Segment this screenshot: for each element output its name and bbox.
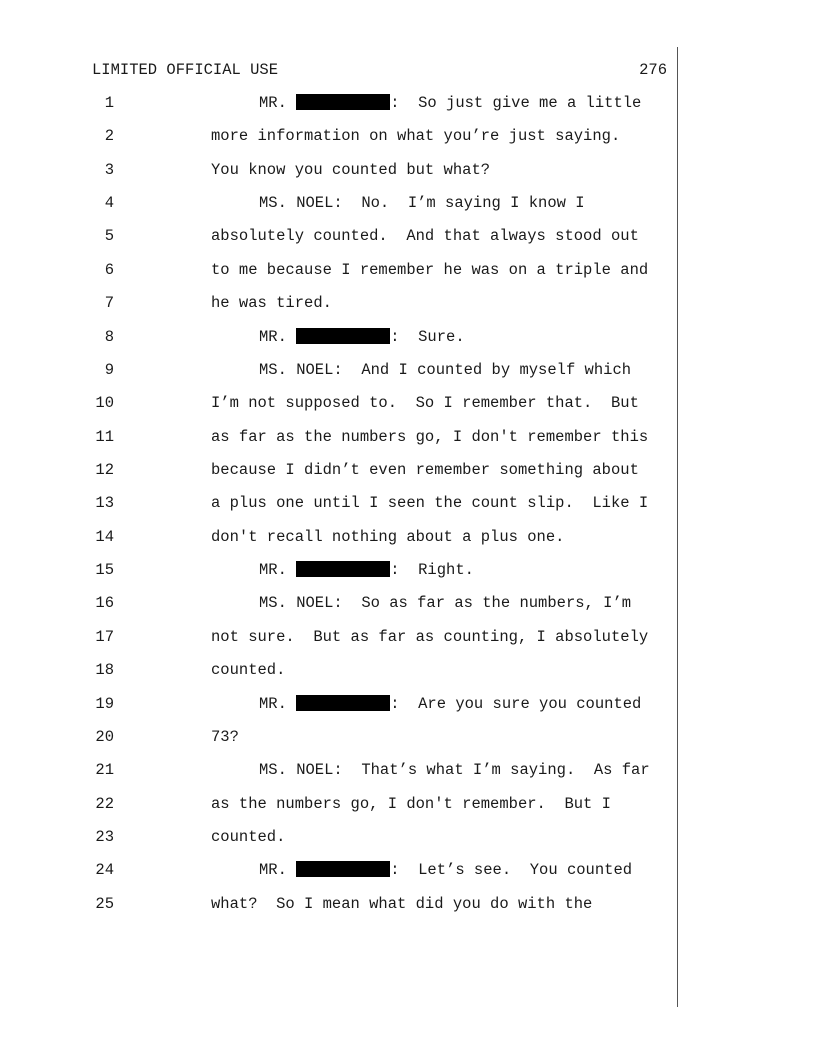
page-number: 276 bbox=[639, 61, 667, 79]
line-text bbox=[211, 528, 564, 546]
line-number: 12 bbox=[95, 461, 114, 479]
line-content: to me because I remember he was on a triple and bbox=[211, 260, 649, 279]
speaker-prefix: MR. bbox=[259, 861, 297, 880]
line-text bbox=[211, 661, 285, 679]
line-text bbox=[259, 695, 641, 713]
line-text bbox=[211, 127, 620, 145]
transcript-line bbox=[0, 828, 680, 848]
line-content: counted. bbox=[211, 827, 286, 846]
line-number: 1 bbox=[104, 94, 114, 112]
line-text bbox=[259, 328, 465, 346]
transcript-line bbox=[0, 761, 680, 781]
line-content: : Let’s see. You counted bbox=[390, 861, 633, 880]
line-content: : Are you sure you counted bbox=[390, 694, 642, 713]
transcript-line bbox=[0, 394, 680, 414]
transcript-line bbox=[0, 494, 680, 514]
redaction-box bbox=[296, 561, 390, 577]
line-number: 8 bbox=[104, 327, 114, 346]
redaction-box bbox=[296, 328, 390, 344]
redaction-box bbox=[296, 861, 390, 877]
line-text bbox=[259, 594, 631, 612]
line-number: 10 bbox=[95, 394, 114, 413]
line-number: 9 bbox=[104, 360, 114, 379]
classification-header: LIMITED OFFICIAL USE bbox=[92, 61, 279, 79]
transcript-line bbox=[0, 561, 680, 581]
line-number: 21 bbox=[95, 761, 114, 780]
line-text bbox=[211, 895, 592, 913]
transcript-line bbox=[0, 861, 680, 881]
speaker-prefix: MR. bbox=[259, 694, 297, 713]
line-text bbox=[211, 461, 639, 479]
transcript-line bbox=[0, 528, 680, 548]
line-number: 16 bbox=[95, 594, 114, 613]
line-content: absolutely counted. And that always stood out bbox=[211, 227, 639, 246]
line-content: : Sure. bbox=[390, 327, 465, 346]
transcript-line bbox=[0, 795, 680, 815]
transcript-line bbox=[0, 294, 680, 314]
line-number: 2 bbox=[104, 127, 114, 146]
line-content: as far as the numbers go, I don't remember this bbox=[211, 427, 649, 446]
line-text bbox=[211, 795, 611, 813]
transcript-line bbox=[0, 361, 680, 381]
line-text bbox=[211, 161, 490, 179]
line-text bbox=[259, 194, 585, 212]
transcript-line bbox=[0, 261, 680, 281]
line-number: 11 bbox=[95, 427, 114, 446]
line-content: : Right. bbox=[390, 561, 474, 579]
line-text bbox=[211, 494, 648, 512]
line-content: MS. NOEL: That’s what I’m saying. As far bbox=[259, 761, 650, 780]
line-text bbox=[211, 294, 332, 312]
line-content: MS. NOEL: And I counted by myself which bbox=[259, 360, 632, 379]
transcript-line bbox=[0, 161, 680, 181]
line-number: 7 bbox=[104, 294, 114, 313]
line-number: 13 bbox=[95, 494, 114, 513]
redaction-box bbox=[296, 695, 390, 711]
line-content: : So just give me a little bbox=[390, 94, 642, 112]
transcript-line bbox=[0, 428, 680, 448]
line-content: a plus one until I seen the count slip. Like I bbox=[211, 494, 649, 513]
transcript-line bbox=[0, 594, 680, 614]
line-number: 15 bbox=[95, 561, 114, 579]
speaker-prefix: MR. bbox=[259, 94, 297, 112]
line-number: 6 bbox=[104, 260, 114, 279]
transcript-line bbox=[0, 127, 680, 147]
line-text bbox=[259, 761, 650, 779]
line-number: 19 bbox=[95, 694, 114, 713]
line-text bbox=[259, 361, 631, 379]
speaker-prefix: MR. bbox=[259, 327, 297, 346]
transcript-line bbox=[0, 728, 680, 748]
line-number: 18 bbox=[95, 661, 114, 680]
line-number: 20 bbox=[95, 727, 114, 746]
line-number: 22 bbox=[95, 794, 114, 813]
line-number: 23 bbox=[95, 827, 114, 846]
line-text bbox=[259, 94, 641, 112]
transcript-line bbox=[0, 94, 680, 114]
line-text bbox=[211, 394, 639, 412]
line-text bbox=[211, 728, 239, 746]
line-content: 73? bbox=[211, 727, 239, 746]
line-content: what? So I mean what did you do with the bbox=[211, 894, 593, 913]
redaction-box bbox=[296, 94, 390, 110]
line-text bbox=[211, 227, 639, 245]
line-number: 5 bbox=[104, 227, 114, 246]
line-number: 25 bbox=[95, 894, 114, 913]
line-content: You know you counted but what? bbox=[211, 160, 491, 179]
line-content: because I didn’t even remember something about bbox=[211, 461, 639, 479]
transcript-line bbox=[0, 461, 680, 481]
line-content: I’m not supposed to. So I remember that. But bbox=[211, 394, 639, 413]
transcript-line bbox=[0, 695, 680, 715]
line-number: 3 bbox=[104, 160, 114, 179]
transcript-line bbox=[0, 661, 680, 681]
line-text bbox=[211, 828, 285, 846]
line-content: not sure. But as far as counting, I absolutely bbox=[211, 627, 649, 646]
line-text bbox=[211, 428, 648, 446]
transcript-line bbox=[0, 227, 680, 247]
line-content: MS. NOEL: So as far as the numbers, I’m bbox=[259, 594, 632, 613]
line-content: counted. bbox=[211, 661, 286, 680]
line-text bbox=[211, 628, 648, 646]
line-number: 4 bbox=[104, 194, 114, 213]
line-content: as the numbers go, I don't remember. But I bbox=[211, 794, 611, 813]
transcript-line bbox=[0, 895, 680, 915]
line-number: 14 bbox=[95, 527, 114, 546]
line-content: don't recall nothing about a plus one. bbox=[211, 527, 565, 546]
line-number: 24 bbox=[95, 861, 114, 880]
transcript-line bbox=[0, 328, 680, 348]
line-text bbox=[211, 261, 648, 279]
line-text bbox=[259, 561, 474, 579]
line-text bbox=[259, 861, 632, 879]
line-number: 17 bbox=[95, 627, 114, 646]
transcript-line bbox=[0, 628, 680, 648]
speaker-prefix: MR. bbox=[259, 561, 297, 579]
line-content: he was tired. bbox=[211, 294, 332, 313]
line-content: more information on what you’re just saying. bbox=[211, 127, 621, 146]
line-content: MS. NOEL: No. I’m saying I know I bbox=[259, 194, 585, 213]
transcript-line bbox=[0, 194, 680, 214]
